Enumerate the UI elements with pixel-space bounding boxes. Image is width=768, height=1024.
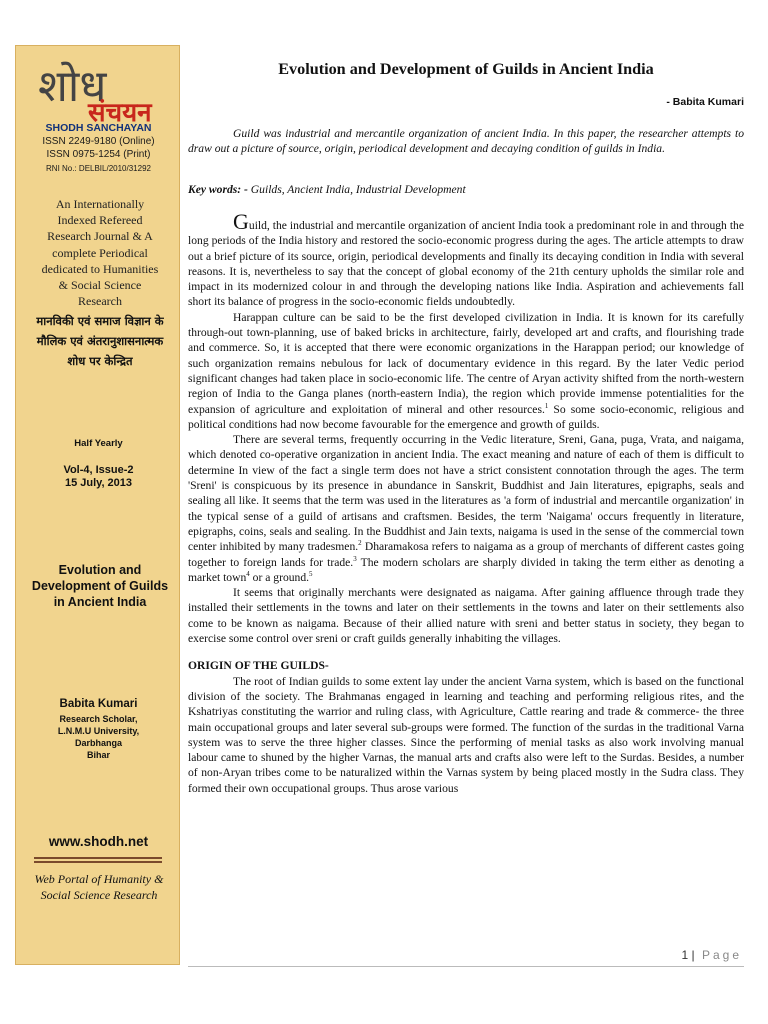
sidebar-author: Babita Kumari <box>59 698 138 710</box>
paragraph-text: The root of Indian guilds to some extent lay under the ancient Varna system, which is based on the functional division of the society. The Brahmanas engaged in learning and teaching and performing religious rites, and the Kshatriyas constituting the warrior and ruling class, with Agriculture, Cattle rearing and trade & commerce- the three main occupational groups and later several sub-groups were formed. The function of the surdas in the traditional Varna system was to serve the three higher classes. Since the performing of menial tasks as also work involving manual labour came to shuned by the higher Varnas, the manual arts and crafts also were left to the Surdas. Besides, a number of non-Aryan tribes come to be naturalized within the Varnas system by being placed mostly in the Sudra class. They formed their own occupational groups. Thus arose various <box>188 674 744 795</box>
page-number <box>681 948 742 962</box>
issue-volume: Vol-4, Issue-2 <box>63 464 134 476</box>
paragraph <box>188 585 744 646</box>
sidebar-article-title: Evolution and Development of Guilds in Ancient India <box>31 563 169 609</box>
article-title: Evolution and Development of Guilds in Ancient India <box>278 60 654 78</box>
article-body <box>188 209 744 796</box>
article-author: - Babita Kumari <box>666 96 744 108</box>
paragraph-text: There are several terms, frequently occurring in the Vedic literature, Sreni, Gana, puga, Vrata, and naigama, which denoted co-operative organization in ancient India. The exact meaning and nature of each of them is difficult to determine In view of the fact a single term does not have a strict consistent connotation through the ages. The term 'Sreni' is conspicuous by its presence in abundance in Sanskrit, Buddhist and Jain literatures, epigraphs, seals and sealing all like. It seems that the term was used in the literatures as 'a form of industrial and mercantile organization' in the typical sense of a guild of artisans and craftsmen. Besides, the term 'Naigama' occurs frequently in literature, epigraphs, coins, seals and sealing. In the Buddhist and Jain texts, naigama is used in the sense of the commercial town center inhibited by many tradesmen. <box>188 433 744 554</box>
page-separator: | <box>688 948 698 962</box>
paragraph <box>188 432 744 585</box>
paragraph <box>188 209 744 310</box>
paragraph-text: It seems that originally merchants were designated as naigama. After gaining affluence through trade they installed their settlements in the towns and later on their settlements in the towns and later on their settlements also come to be known as naigama. Because of their allied nature with sreni and better status in society, they began to exercise some control over sreni or craft guilds generally inhabiting the villages. <box>188 586 744 646</box>
logo-shodh-text: शोध <box>38 61 107 112</box>
journal-name: SHODH SANCHAYAN <box>45 122 152 134</box>
issue-date: 15 July, 2013 <box>64 477 133 489</box>
paragraph <box>188 310 744 432</box>
journal-description-hindi: मानविकी एवं समाज विज्ञान के मौलिक एवं अंतरानुशासनात्मक शोध पर केन्द्रित <box>36 314 164 368</box>
issn-print: ISSN 0975-1254 (Print) <box>46 149 151 160</box>
author-affiliation-1: Research Scholar, <box>59 714 138 724</box>
article-abstract: Guild was industrial and mercantile organization of ancient India. In this paper, the researcher attempts to draw out a picture of source, origin, periodical development and decaying condition of guilds in India. <box>188 127 744 156</box>
keywords-line <box>188 183 744 196</box>
drop-cap: G <box>233 209 249 234</box>
journal-description: An Internationally Indexed Refereed Research Journal & A complete Periodical dedicated to Humanities & Social Science Research <box>41 197 159 309</box>
paragraph-text: Dharamakosa refers to naigama as a group of merchants of different castes going together to foreign lands for trade. <box>188 540 744 569</box>
footer-rule <box>188 966 744 967</box>
author-affiliation-4: Bihar <box>86 750 110 760</box>
author-affiliation-3: Darbhanga <box>74 738 122 748</box>
issn-online: ISSN 2249-9180 (Online) <box>42 136 155 147</box>
page-number-value: 1 <box>681 948 689 962</box>
rni-number: RNI No.: DELBIL/2010/31292 <box>46 164 151 173</box>
web-portal-description: Web Portal of Humanity & Social Science Research <box>34 872 164 902</box>
footnote-ref[interactable]: 2 <box>358 539 362 548</box>
logo-sanchayan-text: संचयन <box>88 98 152 128</box>
page-label: Page <box>701 948 742 962</box>
paragraph-text: or a ground. <box>249 570 310 584</box>
keywords-text: Guilds, Ancient India, Industrial Development <box>247 183 466 196</box>
divider <box>34 857 162 859</box>
paragraph-text: The modern scholars are sharply divided in taking the term either as denoting a market town <box>188 555 744 584</box>
issue-frequency: Half Yearly <box>74 438 123 449</box>
paragraph-text: uild, the industrial and mercantile organization of ancient India took a predominant role in and through the long periods of the India history and restored the socio-economic progress during the ages. The article attempts to draw out a brief picture of its source, origin, periodical developments and finally its decaying condition in India with several reasons. It is, nevertheless to say that the concept of global economy of the 21th century upholds the similar role and impact in its modernized colour in and through the developing nations like India. Aspiration and achievements fall short its balance of progress in the socio-economic fields undoubtedly. <box>188 219 744 309</box>
footnote-ref[interactable]: 1 <box>544 401 549 410</box>
website-link[interactable]: www.shodh.net <box>48 834 149 849</box>
paragraph <box>188 674 744 796</box>
keywords-label: Key words: - <box>188 183 248 196</box>
author-affiliation-2: L.N.M.U University, <box>57 726 140 736</box>
section-heading: ORIGIN OF THE GUILDS- <box>188 659 329 673</box>
journal-sidebar <box>15 45 180 965</box>
footnote-ref[interactable]: 4 <box>246 569 250 578</box>
paragraph-text: Harappan culture can be said to be the first developed civilization in India. It is known for its carefully through-out town-planning, use of baked bricks in architecture, fairly, developed art and crafts, and flourishing trade and commerce. So, it is accepted that there were economic organizations in the Harappan period; our knowledge of such organization remains nebulous for lack of documentary evidence in this regard. By the later Vedic period significant changes had taken place in socio-economic life. The centre of Aryan activity shifted from the north-western region of India to the Ganga planes (north-eastern India), the region which provide immense potentialities for the expansion of agriculture and exploitation of mineral and other resources. <box>188 310 744 416</box>
footnote-ref[interactable]: 3 <box>353 554 357 563</box>
paragraph-text: So some socio-economic, religious and political conditions had now become favourable for the emergence and growth of guilds. <box>188 402 744 431</box>
divider <box>34 861 162 863</box>
footnote-ref[interactable]: 5 <box>309 569 313 578</box>
